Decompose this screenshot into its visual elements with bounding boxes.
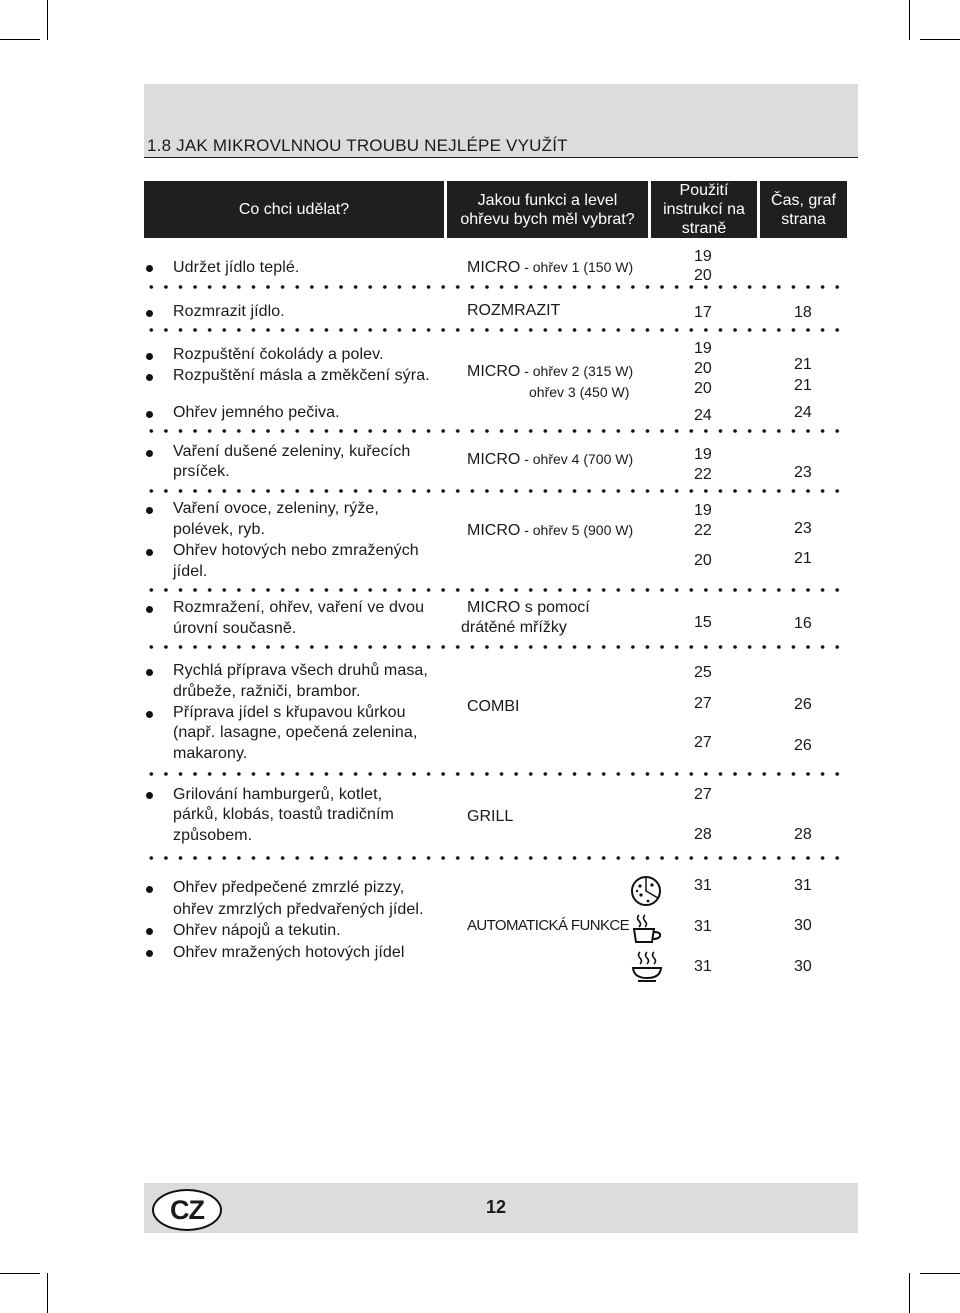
task-text: Rozpuštění čokolády a polev. — [173, 346, 384, 363]
bullet — [146, 606, 153, 613]
mode-text — [467, 599, 590, 617]
steaming-bowl-icon — [630, 950, 664, 982]
dotted-separator — [144, 856, 848, 860]
column-header-instructions — [651, 181, 757, 238]
task-text: Rozpuštění másla a změkčení sýra. — [173, 367, 430, 384]
section-title: 1.8 JAK MIKROVLNNOU TROUBU NEJLÉPE VYUŽÍT — [147, 136, 568, 155]
instruction-page: 22 — [694, 466, 712, 483]
dotted-separator — [144, 328, 848, 332]
task-text: Ohřev nápojů a tekutin. — [173, 922, 341, 939]
mode-detail: - ohřev 2 (315 W) — [520, 363, 634, 379]
mode-text — [467, 522, 633, 540]
column-header-instructions-line: instrukcí na — [663, 201, 745, 218]
steaming-cup-icon — [630, 912, 664, 944]
crop-mark — [0, 1273, 40, 1274]
instruction-page: 27 — [694, 786, 712, 803]
chart-page: 30 — [794, 958, 812, 975]
instruction-page: 31 — [694, 877, 712, 894]
bullet — [146, 549, 153, 556]
task-text: Vaření dušené zeleniny, kuřecích — [173, 443, 411, 460]
chart-page: 16 — [794, 615, 812, 632]
dotted-separator — [144, 429, 848, 433]
instruction-page: 31 — [694, 958, 712, 975]
chart-page: 28 — [794, 826, 812, 843]
column-header-instructions-line: straně — [681, 220, 727, 237]
dotted-separator — [144, 772, 848, 776]
column-header-task — [144, 181, 444, 238]
column-header-mode — [447, 181, 648, 238]
task-text: Vaření ovoce, zeleniny, rýže, — [173, 500, 379, 517]
instruction-page: 19 — [694, 340, 712, 357]
task-text: Ohřev hotových nebo zmražených — [173, 542, 419, 559]
instruction-page: 20 — [694, 267, 712, 284]
task-text: prsíček. — [173, 463, 230, 480]
task-text: drůbeže, ražniči, brambor. — [173, 683, 361, 700]
mode-name: MICRO s pomocí — [467, 599, 590, 616]
chart-page: 21 — [794, 377, 812, 394]
instruction-page: 15 — [694, 614, 712, 631]
chart-page: 24 — [794, 404, 812, 421]
dotted-separator — [144, 285, 848, 289]
mode-detail: - ohřev 4 (700 W) — [520, 451, 634, 467]
title-rule — [144, 157, 858, 158]
mode-name: MICRO — [467, 451, 521, 468]
instruction-page: 19 — [694, 248, 712, 265]
mode-text — [467, 808, 513, 826]
task-text: Ohřev předpečené zmrzlé pizzy, — [173, 879, 405, 896]
country-badge: CZ — [152, 1189, 222, 1231]
crop-mark — [920, 39, 960, 40]
bullet — [146, 374, 153, 381]
mode-text — [467, 363, 633, 381]
mode-detail: - ohřev 1 (150 W) — [520, 259, 634, 275]
task-text: jídel. — [173, 563, 208, 580]
column-header-chart — [760, 181, 847, 238]
chart-page: 18 — [794, 304, 812, 321]
column-header-mode-line: Jakou funkci a level — [477, 191, 618, 209]
instruction-page: 24 — [694, 407, 712, 424]
mode-name: GRILL — [467, 808, 514, 825]
bullet — [146, 507, 153, 514]
task-text: úrovní současně. — [173, 620, 297, 637]
instruction-page: 22 — [694, 522, 712, 539]
mode-text — [467, 302, 560, 320]
bullet — [146, 928, 153, 935]
mode-text — [461, 619, 567, 637]
instruction-page: 19 — [694, 446, 712, 463]
chart-page: 26 — [794, 696, 812, 713]
mode-text — [467, 698, 519, 716]
crop-mark — [909, 1273, 910, 1313]
crop-mark — [47, 1273, 48, 1313]
task-text: (např. lasagne, opečená zelenina, — [173, 724, 418, 741]
mode-text — [467, 917, 629, 934]
instruction-page: 20 — [694, 360, 712, 377]
column-header-instructions-line: Použití — [679, 182, 729, 199]
page-number: 12 — [486, 1197, 507, 1217]
bullet — [146, 950, 153, 957]
mode-name: MICRO — [467, 522, 521, 539]
instruction-page: 20 — [694, 380, 712, 397]
mode-name: drátěné mřížky — [461, 619, 567, 636]
task-text: způsobem. — [173, 827, 253, 844]
mode-text — [467, 259, 633, 277]
mode-text — [529, 384, 629, 402]
bullet — [146, 265, 153, 272]
task-text: Udržet jídlo teplé. — [173, 259, 300, 276]
bullet — [146, 792, 153, 799]
bullet — [146, 711, 153, 718]
mode-name: COMBI — [467, 698, 520, 715]
bullet — [146, 886, 153, 893]
mode-name: ROZMRAZIT — [467, 302, 561, 319]
instruction-page: 28 — [694, 826, 712, 843]
bullet — [146, 310, 153, 317]
task-text: Rychlá příprava všech druhů masa, — [173, 662, 428, 679]
task-text: Příprava jídel s křupavou kůrkou — [173, 704, 406, 721]
task-text: Ohřev jemného pečiva. — [173, 404, 340, 421]
column-header-chart-line: Čas, graf — [771, 191, 836, 209]
bullet — [146, 669, 153, 676]
crop-mark — [909, 0, 910, 40]
task-text: makarony. — [173, 745, 248, 762]
crop-mark — [47, 0, 48, 40]
chart-page: 26 — [794, 737, 812, 754]
chart-page: 23 — [794, 520, 812, 537]
task-text: Rozmrazit jídlo. — [173, 303, 285, 320]
dotted-separator — [144, 588, 848, 592]
instruction-page: 25 — [694, 664, 712, 681]
dotted-separator — [144, 489, 848, 493]
task-text: ohřev zmrzlých předvařených jídel. — [173, 901, 424, 918]
instruction-page: 20 — [694, 552, 712, 569]
bullet — [146, 353, 153, 360]
task-text: párků, klobás, toastů tradičním — [173, 806, 394, 823]
instruction-page: 27 — [694, 695, 712, 712]
pizza-icon — [629, 874, 663, 908]
bullet — [146, 411, 153, 418]
dotted-separator — [144, 645, 848, 649]
crop-mark — [0, 39, 40, 40]
mode-text — [467, 451, 633, 469]
bullet — [146, 450, 153, 457]
task-text: Grilování hamburgerů, kotlet, — [173, 786, 383, 803]
task-text: Rozmražení, ohřev, vaření ve dvou — [173, 599, 425, 616]
mode-name: MICRO — [467, 259, 521, 276]
chart-page: 21 — [794, 550, 812, 567]
crop-mark — [920, 1273, 960, 1274]
chart-page: 31 — [794, 877, 812, 894]
instruction-page: 17 — [694, 304, 712, 321]
column-header-mode-line: ohřevu bych měl vybrat? — [460, 210, 635, 228]
chart-page: 21 — [794, 356, 812, 373]
mode-name: MICRO — [467, 363, 521, 380]
mode-detail: - ohřev 5 (900 W) — [520, 522, 634, 538]
column-header-task-label: Co chci udělat? — [238, 201, 350, 218]
instruction-page: 19 — [694, 502, 712, 519]
chart-page: 30 — [794, 917, 812, 934]
instruction-page: 31 — [694, 918, 712, 935]
chart-page: 23 — [794, 464, 812, 481]
instruction-page: 27 — [694, 734, 712, 751]
task-text: polévek, ryb. — [173, 521, 266, 538]
task-text: Ohřev mražených hotových jídel — [173, 944, 405, 961]
mode-detail: ohřev 3 (450 W) — [529, 384, 630, 400]
column-header-chart-line: strana — [781, 210, 826, 228]
mode-name: AUTOMATICKÁ FUNKCE — [467, 917, 629, 934]
